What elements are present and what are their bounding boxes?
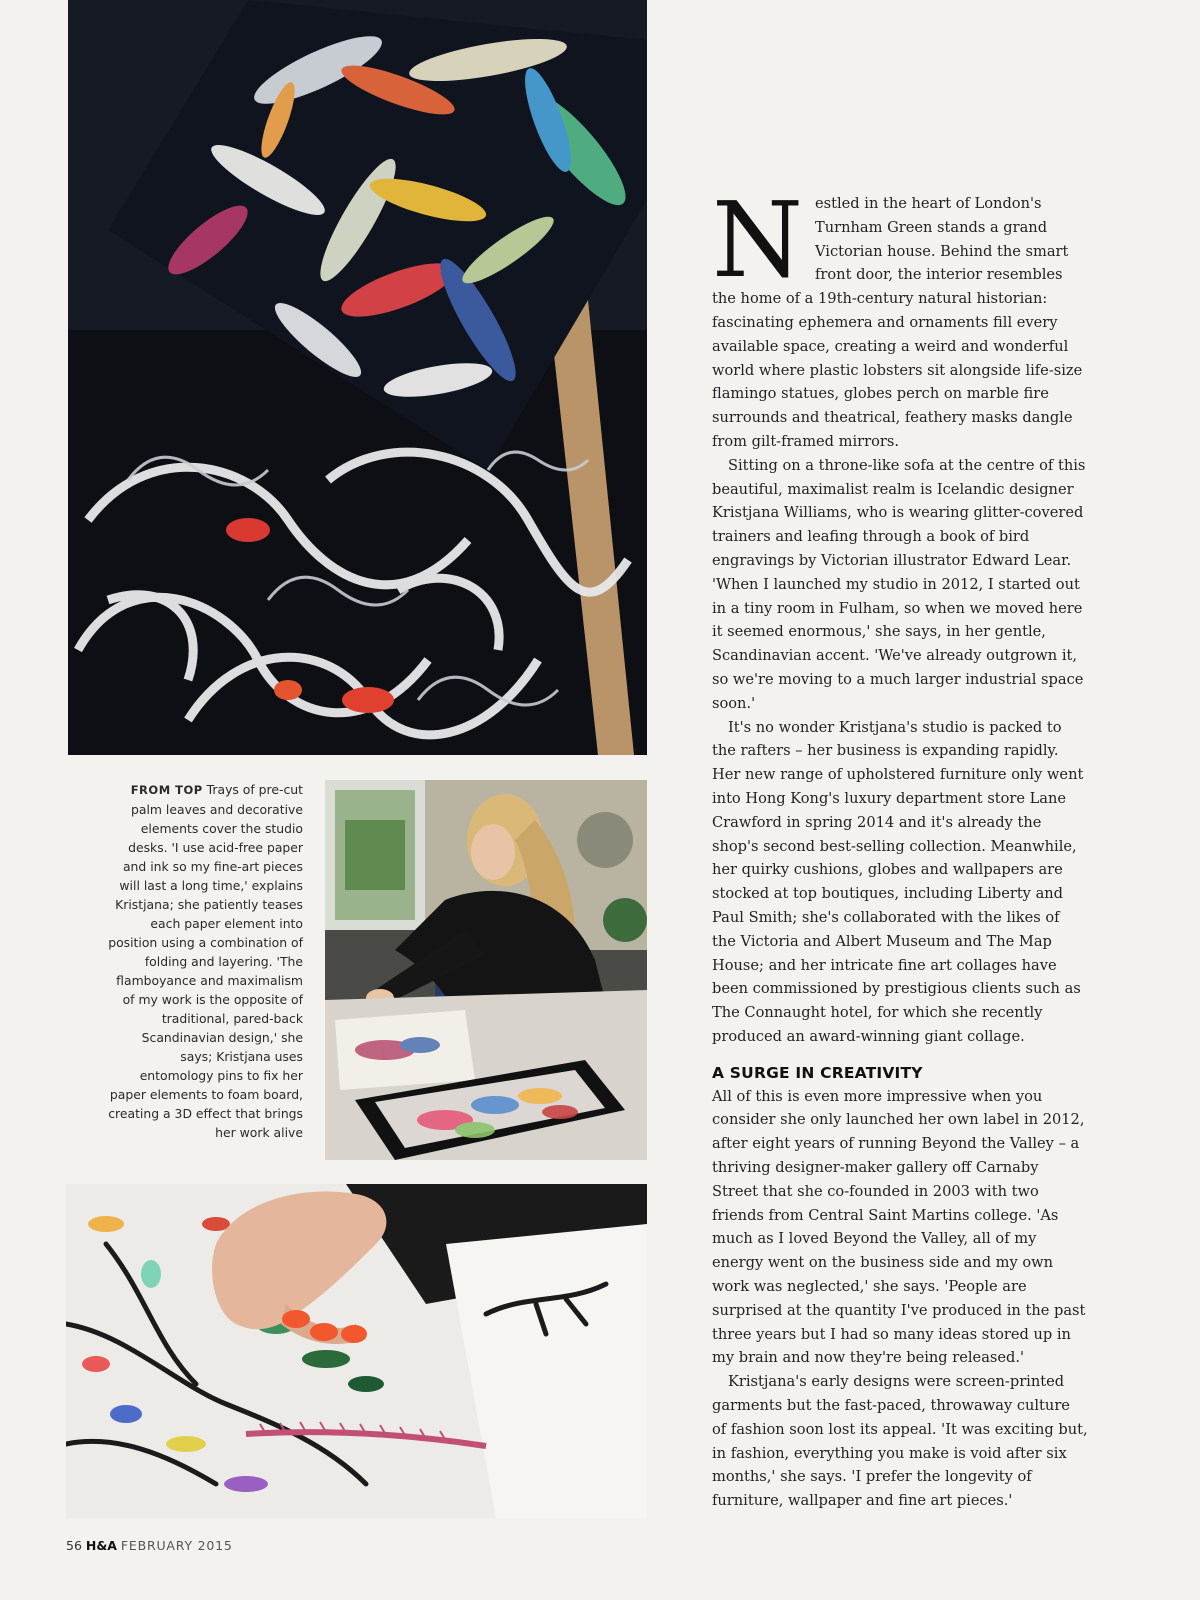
photo-caption (106, 780, 303, 1142)
article-paragraph-1-text: estled in the heart of London's Turnham Green stands a grand Victorian house. Behind the smart front door, the interior resembles the home of a 19th-century natural historian: fascinating ephemera and ornaments fill every available space, creating a weird and wonderful world where plastic lobsters sit alongside life-size flamingo statues, globes perch on marble fire surrounds and theatrical, feathery masks dangle from gilt-framed mirrors. (712, 195, 1083, 450)
article-paragraph-4: All of this is even more impressive when you consider she only launched her own label in 2012, after eight years of running Beyond the Valley – a thriving designer-maker gallery off Carnaby Street that she co-founded in 2003 with two friends from Central Saint Martins college. 'As much as I loved Beyond the Valley, all of my energy went on the business side and my own work was neglected,' she says. 'People are surprised at the quantity I've produced in the past three years but I had so many ideas stored up in my brain and now they're being released.' (712, 1087, 1086, 1367)
article-paragraph-1 (712, 179, 1088, 454)
caption-text: Trays of pre-cut palm leaves and decorative elements cover the studio desks. 'I use acid-free paper and ink so my fine-art pieces will last a long time,' explains Kristjana; she patiently teases each paper element into position using a combination of folding and layering. 'The flamboyance and maximalism of my work is the opposite of traditional, pared-back Scandinavian design,' she says; Kristjana uses entomology pins to fix her paper elements to foam board, creating a 3D effect that brings her work alive (108, 782, 303, 1140)
page-number: 56 (66, 1538, 82, 1553)
section-heading: A SURGE IN CREATIVITY (712, 1063, 923, 1082)
page-folio (66, 1538, 233, 1553)
caption-lead: FROM TOP (130, 783, 203, 797)
trays-paper-leaves-photo (68, 0, 647, 755)
issue-date: FEBRUARY 2015 (120, 1538, 233, 1553)
pinning-paper-elements-photo (66, 1184, 647, 1518)
designer-at-desk-photo (325, 780, 647, 1160)
article-body (712, 179, 1088, 1513)
article-paragraph-3: It's no wonder Kristjana's studio is packed to the rafters – her business is expanding rapidly. Her new range of upholstered furniture only went into Hong Kong's luxury department store Lane Crawford in spring 2014 and it's already the shop's second best-selling collection. Meanwhile, her quirky cushions, globes and wallpapers are stocked at top boutiques, including Liberty and Paul Smith; she's collaborated with the likes of the Victoria and Albert Museum and The Map House; and her intricate fine art collages have been commissioned by prestigious clients such as The Connaught hotel, for which she recently produced an award-winning giant collage. (712, 718, 1084, 1045)
drop-cap: N (712, 179, 803, 301)
magazine-name: H&A (85, 1538, 117, 1553)
article-paragraph-5: Kristjana's early designs were screen-printed garments but the fast-paced, throwaway culture of fashion soon lost its appeal. 'It was exciting but, in fashion, everything you make is void after six months,' she says. 'I prefer the longevity of furniture, wallpaper and fine art pieces.' (712, 1373, 1088, 1510)
article-paragraph-2: Sitting on a throne-like sofa at the centre of this beautiful, maximalist realm is Icelandic designer Kristjana Williams, who is wearing glitter-covered trainers and leafing through a book of bird engravings by Victorian illustrator Edward Lear. 'When I launched my studio in 2012, I started out in a tiny room in Fulham, so when we moved here it seemed enormous,' she says, in her gentle, Scandinavian accent. 'We've already outgrown it, so we're moving to a much larger industrial space soon.' (712, 456, 1086, 712)
